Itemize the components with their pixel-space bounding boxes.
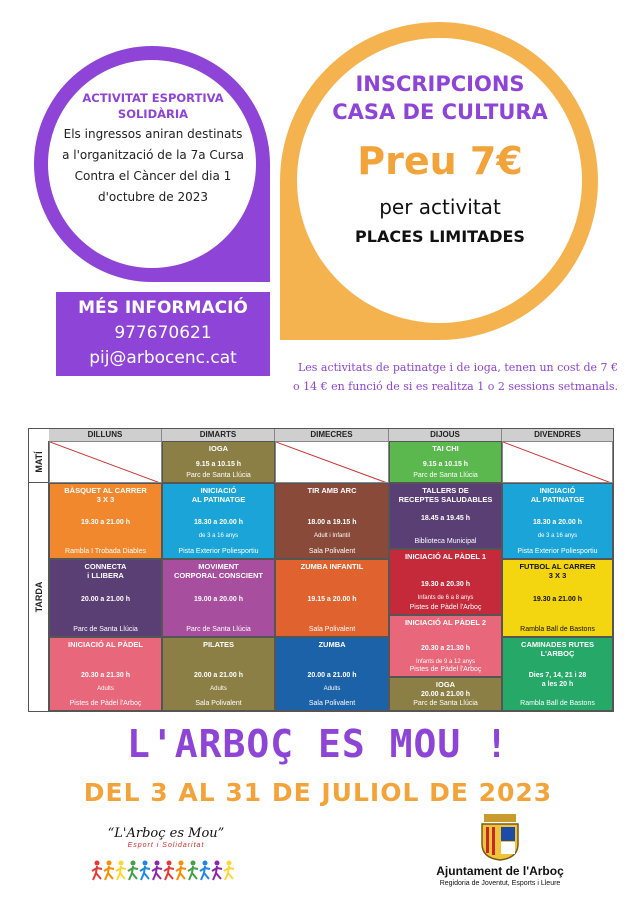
activity-time: 18.30 a 20.00 h bbox=[193, 519, 244, 526]
dates: DEL 3 AL 31 DE JULIOL DE 2023 bbox=[83, 778, 553, 807]
activity-block bbox=[275, 559, 389, 637]
activity-time: 19.30 a 21.00 h bbox=[80, 519, 131, 526]
info-email[interactable]: pij@arbocenc.cat bbox=[89, 348, 237, 368]
solidaria-title-2: SOLIDÀRIA bbox=[117, 107, 189, 121]
row-label-text: MATÍ bbox=[33, 450, 44, 473]
logo-sub: Esport i Solidaritat bbox=[127, 842, 205, 849]
price: Preu 7€ bbox=[357, 139, 523, 183]
activity-place: Pista Exterior Poliesportiu bbox=[517, 548, 598, 555]
activity-place: Parc de Santa Llúcia bbox=[73, 626, 138, 633]
inscripcions-title: INSCRIPCIONS bbox=[355, 72, 525, 96]
ajuntament-logo bbox=[380, 812, 620, 896]
strike-line bbox=[276, 442, 389, 483]
empty-slot bbox=[275, 441, 389, 483]
runner-head bbox=[215, 861, 220, 866]
activity-audience: de 3 a 16 anys bbox=[198, 533, 239, 539]
row-label-text: TARDA bbox=[33, 581, 44, 613]
activity-block bbox=[162, 441, 275, 483]
inscripcions-place: CASA DE CULTURA bbox=[332, 100, 548, 124]
activity-place: Parc de Santa Llúcia bbox=[186, 626, 251, 633]
info-heading: MÉS INFORMACIÓ bbox=[78, 298, 248, 318]
activity-audience: Infants de 9 a 12 anys bbox=[415, 659, 476, 665]
day-header: DIMARTS bbox=[162, 429, 275, 441]
strike-line bbox=[503, 442, 613, 483]
activity-place: Parc de Santa Llúcia bbox=[186, 472, 251, 479]
activity-time: 18.45 a 19.45 h bbox=[420, 515, 471, 522]
runner-body bbox=[128, 866, 138, 880]
activity-time: 9.15 a 10.15 h bbox=[195, 461, 242, 468]
activity-audience: Adults bbox=[97, 686, 114, 692]
day-header: DIMECRES bbox=[275, 429, 389, 441]
runner-body bbox=[164, 866, 174, 880]
activity-audience: Infants de 6 a 8 anys bbox=[417, 595, 474, 601]
runner-body bbox=[224, 866, 234, 880]
runner-head bbox=[119, 861, 124, 866]
activity-time: 19.15 a 20.00 h bbox=[307, 596, 357, 603]
info-box bbox=[56, 292, 270, 376]
activity-place: Biblioteca Municipal bbox=[414, 538, 477, 545]
activity-block bbox=[162, 559, 275, 637]
runner-body bbox=[176, 866, 186, 880]
runner-body bbox=[104, 866, 114, 880]
runner-head bbox=[179, 861, 184, 866]
activity-name: INICIACIÓ AL PÀDEL 2 bbox=[404, 618, 487, 627]
activity-block bbox=[49, 483, 162, 559]
activity-place: Rambla Ball de Bastons bbox=[520, 700, 595, 707]
runner-body bbox=[212, 866, 222, 880]
activity-name: IOGA bbox=[435, 680, 456, 689]
activity-time: 20.30 a 21.30 h bbox=[80, 672, 131, 679]
activity-time: 20.00 a 21.00 h bbox=[420, 691, 471, 698]
strike-line bbox=[50, 442, 162, 483]
activity-block bbox=[502, 483, 613, 559]
limited-places: PLACES LIMITADES bbox=[355, 227, 525, 246]
inscripcions-text bbox=[300, 70, 580, 250]
activity-name: TALLERS DE RECEPTES SALUDABLES bbox=[398, 486, 493, 504]
activity-time: 20.00 a 21.00 h bbox=[193, 672, 244, 679]
runner-body bbox=[200, 866, 210, 880]
price-note-line: o 14 € en funció de si es realitza 1 o 2 sessions setmanals. bbox=[292, 380, 618, 393]
activity-block bbox=[49, 637, 162, 711]
runner-body bbox=[140, 866, 150, 880]
row-label-tarda bbox=[29, 483, 49, 711]
activity-name: INICIACIÓ AL PÀDEL bbox=[67, 640, 143, 649]
activity-name: TAI CHI bbox=[432, 444, 459, 453]
headline: L'ARBOÇ ES MOU ! bbox=[126, 722, 510, 766]
activity-block bbox=[162, 637, 275, 711]
price-note bbox=[284, 358, 618, 396]
activity-place: Parc de Santa Llúcia bbox=[413, 472, 478, 479]
runner-body bbox=[152, 866, 162, 880]
runner-body bbox=[188, 866, 198, 880]
activity-block bbox=[389, 549, 502, 615]
solidaria-text bbox=[48, 90, 258, 208]
activity-time: 20.00 a 21.00 h bbox=[80, 596, 131, 603]
activity-time: 20.00 a 21.00 h bbox=[307, 672, 357, 679]
info-phone[interactable]: 977670621 bbox=[114, 323, 212, 343]
logo-name: “L'Arboç es Mou” bbox=[107, 826, 225, 841]
runner-head bbox=[191, 861, 196, 866]
activity-block bbox=[49, 559, 162, 637]
activity-name: BÀSQUET AL CARRER 3 X 3 bbox=[64, 486, 147, 504]
activity-place: Rambla Ball de Bastons bbox=[520, 626, 595, 633]
activity-block bbox=[389, 483, 502, 549]
activity-audience: Adults bbox=[210, 686, 227, 692]
ajuntament-sub: Regidoria de Joventut, Esports i Lleure bbox=[439, 880, 561, 887]
runner-head bbox=[131, 861, 136, 866]
activity-audience: Adults bbox=[323, 686, 341, 692]
activity-name: INICIACIÓ AL PATINATGE bbox=[191, 486, 246, 504]
solidaria-title-1: ACTIVITAT ESPORTIVA bbox=[82, 91, 224, 105]
runner-head bbox=[95, 861, 100, 866]
activity-name: INICIACIÓ AL PÀDEL 1 bbox=[404, 552, 487, 561]
activity-block bbox=[389, 441, 502, 483]
activity-time: 18.00 a 19.15 h bbox=[307, 519, 357, 526]
solidaria-body bbox=[48, 124, 258, 208]
solidaria-line: Contra el Càncer del dia 1 bbox=[74, 169, 232, 183]
activity-place: Sala Polivalent bbox=[195, 700, 242, 707]
solidaria-line: d'octubre de 2023 bbox=[97, 190, 208, 204]
activity-time: 18.30 a 20.00 h bbox=[532, 519, 583, 526]
activity-place: Sala Polivalent bbox=[308, 548, 356, 555]
activity-block bbox=[502, 637, 613, 711]
solidaria-line: a l'organització de la 7a Cursa bbox=[62, 148, 244, 162]
activity-name: ZUMBA INFANTIL bbox=[300, 562, 364, 571]
solidaria-line: Els ingressos aniran destinats bbox=[63, 127, 243, 141]
runner-head bbox=[155, 861, 160, 866]
activity-place: Rambla I Trobada Diables bbox=[65, 548, 146, 555]
runner-head bbox=[203, 861, 208, 866]
activity-place: Sala Polivalent bbox=[308, 626, 356, 633]
runner-head bbox=[227, 861, 232, 866]
runner-head bbox=[167, 861, 172, 866]
activity-block bbox=[502, 559, 613, 637]
ajuntament-name: Ajuntament de l'Arboç bbox=[436, 864, 564, 878]
activity-place: Parc de Santa Llúcia bbox=[413, 700, 478, 707]
activity-block bbox=[275, 637, 389, 711]
activity-time: Dies 7, 14, 21 i 28 a les 20 h bbox=[528, 672, 587, 688]
runner-body bbox=[92, 866, 102, 880]
schedule-table bbox=[28, 428, 614, 712]
activity-place: Pistes de Pàdel l'Arboç bbox=[69, 700, 142, 707]
activity-name: TIR AMB ARC bbox=[307, 486, 357, 495]
activity-block bbox=[389, 677, 502, 711]
activity-audience: de 3 a 16 anys bbox=[537, 533, 578, 539]
activity-name: CONNECTA i LLIBERA bbox=[84, 562, 127, 580]
empty-slot bbox=[49, 441, 162, 483]
activity-place: Pista Exterior Poliesportiu bbox=[178, 548, 259, 555]
per-activity: per activitat bbox=[379, 195, 501, 219]
empty-slot bbox=[502, 441, 613, 483]
activity-name: PILATES bbox=[202, 640, 235, 649]
activity-name: MOVIMENT CORPORAL CONSCIENT bbox=[173, 562, 264, 580]
activity-name: CAMINADES RUTES L'ARBOÇ bbox=[521, 640, 594, 658]
day-header: DIJOUS bbox=[389, 429, 502, 441]
runner-body bbox=[116, 866, 126, 880]
crest-icon bbox=[470, 812, 530, 862]
activity-name: INICIACIÓ AL PATINATGE bbox=[530, 486, 585, 504]
day-header: DILLUNS bbox=[49, 429, 162, 441]
activity-time: 19.30 a 20.30 h bbox=[420, 581, 471, 588]
day-header: DIVENDRES bbox=[502, 429, 613, 441]
activity-audience: Adult i Infantil bbox=[313, 533, 351, 539]
activity-place: Pistes de Pàdel l'Arboç bbox=[409, 666, 482, 673]
activity-name: IOGA bbox=[208, 444, 229, 453]
activity-place: Sala Polivalent bbox=[308, 700, 356, 707]
activity-time: 19.30 a 21.00 h bbox=[532, 596, 583, 603]
price-note-line: Les activitats de patinatge i de ioga, tenen un cost de 7 € bbox=[297, 361, 618, 374]
arboc-es-mou-logo bbox=[86, 826, 246, 886]
activity-name: FUTBOL AL CARRER 3 X 3 bbox=[519, 562, 596, 580]
runners-icon bbox=[90, 860, 240, 882]
runner-head bbox=[143, 861, 148, 866]
activity-place: Pistes de Pàdel l'Arboç bbox=[409, 604, 482, 611]
activity-time: 9.15 a 10.15 h bbox=[422, 461, 469, 468]
activity-time: 20.30 a 21.30 h bbox=[420, 645, 471, 652]
activity-block bbox=[275, 483, 389, 559]
row-label-mati bbox=[29, 441, 49, 483]
runner-head bbox=[107, 861, 112, 866]
activity-time: 19.00 a 20.00 h bbox=[193, 596, 244, 603]
activity-block bbox=[389, 615, 502, 677]
activity-block bbox=[162, 483, 275, 559]
activity-name: ZUMBA bbox=[318, 640, 346, 649]
